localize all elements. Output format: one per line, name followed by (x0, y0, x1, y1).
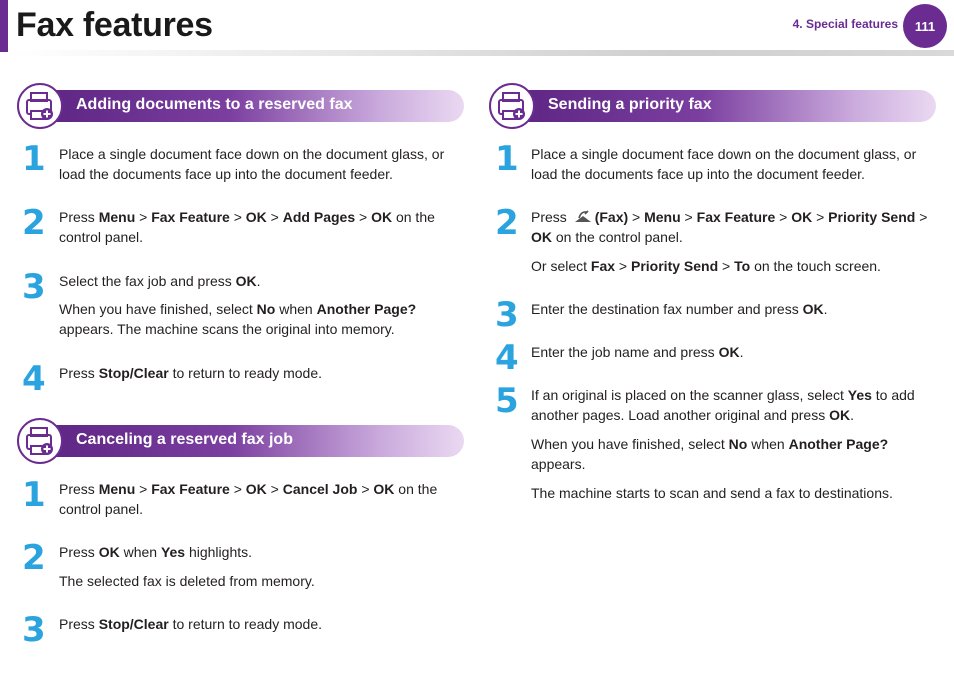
step-text: Press (Fax) > Menu > Fax Feature > OK > Priority Send > OK on the control panel. (531, 209, 928, 245)
step-number: 5 (495, 381, 519, 421)
step-number: 3 (495, 295, 519, 335)
step-number: 2 (22, 538, 46, 578)
fax-icon (573, 209, 593, 225)
step-number: 1 (22, 475, 46, 515)
step-number: 4 (22, 359, 46, 399)
fax-machine-icon (17, 83, 63, 129)
step-text: Press Stop/Clear to return to ready mode. (59, 616, 323, 632)
step-note: When you have finished, select No when Another Page? appears. (531, 436, 889, 472)
step-text: Press Stop/Clear to return to ready mode. (59, 365, 323, 381)
step-number: 3 (22, 610, 46, 650)
page-number: 111 (914, 18, 936, 34)
page-number-badge (903, 4, 947, 48)
header-divider (8, 50, 954, 56)
step-note: Or select Fax > Priority Send > To on the touch screen. (531, 258, 881, 274)
step-text: Press OK when Yes highlights. (59, 544, 253, 560)
step-text: Place a single document face down on the document glass, or load the documents face up into the document feeder. (59, 146, 445, 182)
section-header-canceling (38, 425, 464, 457)
step-number: 2 (495, 203, 519, 243)
step-number: 1 (495, 139, 519, 179)
section-header-adding (38, 90, 464, 122)
section-title-canceling: Canceling a reserved fax job (76, 431, 293, 448)
step-text: If an original is placed on the scanner glass, select Yes to add another pages. Load another original and press OK. (531, 387, 915, 423)
step-number: 4 (495, 338, 519, 378)
step-note: When you have finished, select No when Another Page? appears. The machine scans the original into memory. (59, 301, 417, 337)
section-header-priority (510, 90, 936, 122)
chapter-label: 4. Special features (792, 17, 898, 31)
step-number: 2 (22, 203, 46, 243)
fax-machine-icon (489, 83, 535, 129)
section-title-priority: Sending a priority fax (548, 96, 712, 113)
step-text: Enter the destination fax number and press OK. (531, 301, 828, 317)
step-text: Press Menu > Fax Feature > OK > Add Pages > OK on the control panel. (59, 209, 435, 245)
step-text: Enter the job name and press OK. (531, 344, 744, 360)
step-number: 1 (22, 139, 46, 179)
page-title: Fax features (16, 6, 213, 44)
step-text: Select the fax job and press OK. (59, 273, 261, 289)
step-text: Press Menu > Fax Feature > OK > Cancel Job > OK on the control panel. (59, 481, 438, 517)
section-title-adding: Adding documents to a reserved fax (76, 96, 353, 113)
fax-machine-icon (17, 418, 63, 464)
step-note: The selected fax is deleted from memory. (59, 573, 315, 589)
step-note: The machine starts to scan and send a fax to destinations. (531, 485, 893, 501)
header-accent-bar (0, 0, 8, 52)
step-number: 3 (22, 267, 46, 307)
step-text: Place a single document face down on the document glass, or load the documents face up into the document feeder. (531, 146, 917, 182)
